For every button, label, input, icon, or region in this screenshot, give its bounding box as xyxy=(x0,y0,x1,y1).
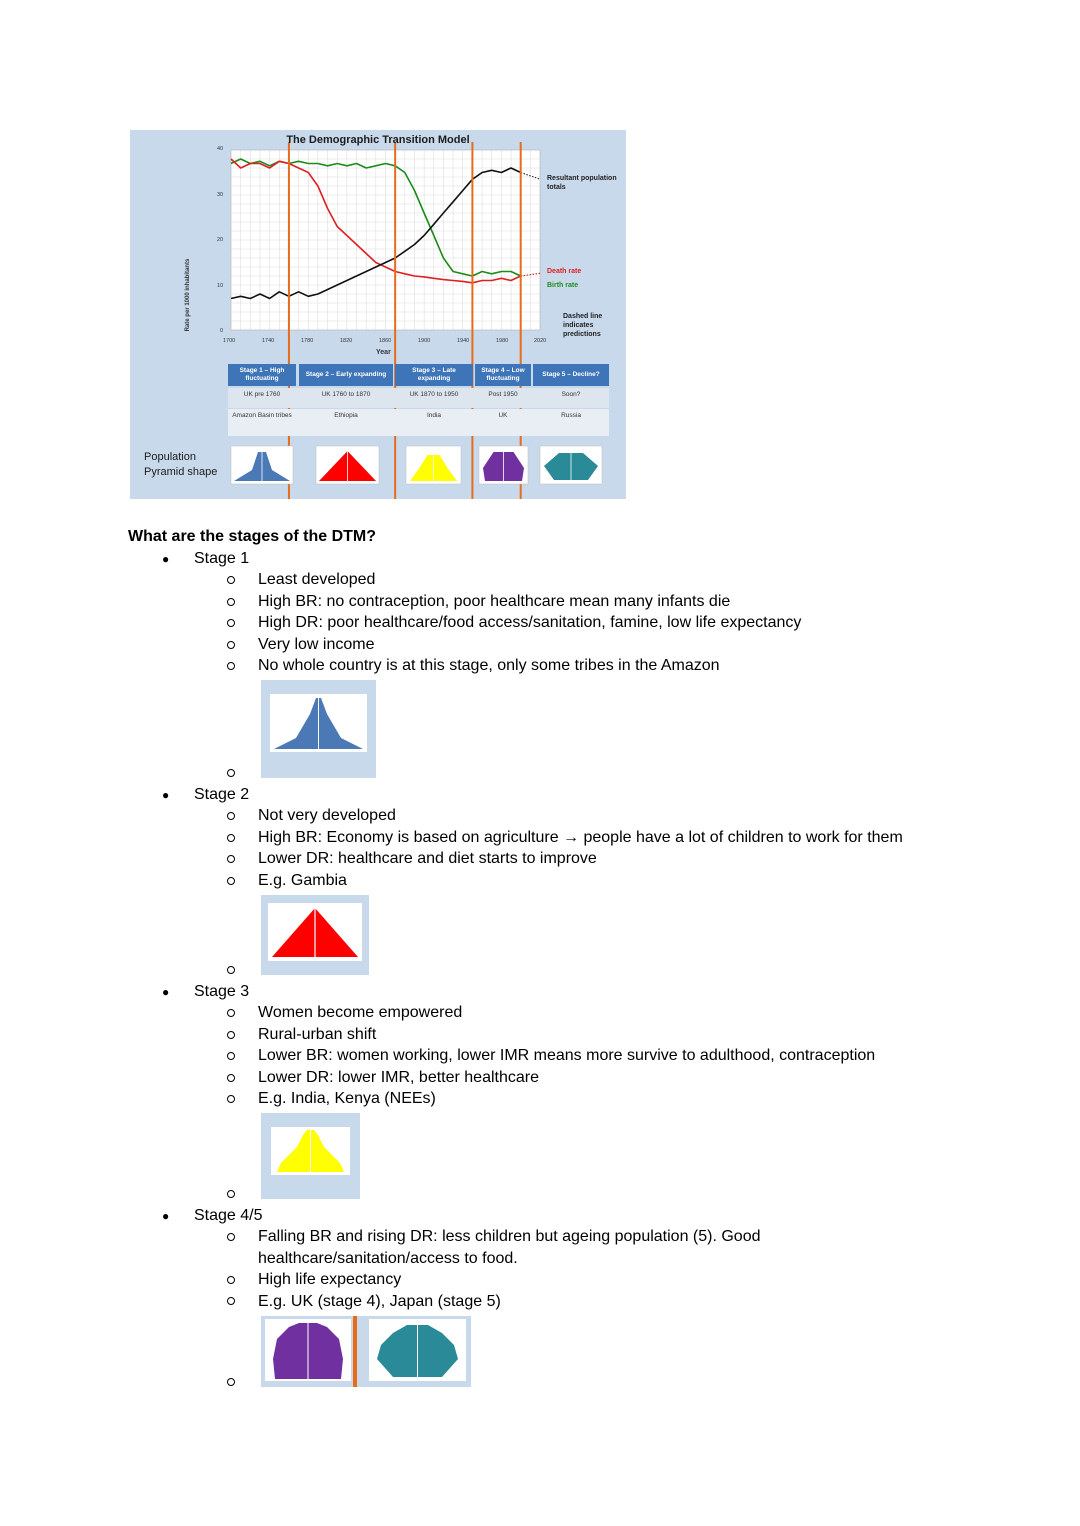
stage3-example: India xyxy=(426,412,442,419)
stage1-point: High DR: poor healthcare/food access/sanitation, famine, low life expectancy xyxy=(258,614,802,631)
stage1-pyramid-image xyxy=(261,680,376,778)
stage3-period: UK 1870 to 1950 xyxy=(409,391,459,398)
stage2-example: Ethiopia xyxy=(334,412,358,419)
stage1-period: UK pre 1760 xyxy=(243,391,281,398)
bullet: ● xyxy=(162,985,170,999)
y-tick: 30 xyxy=(217,192,224,198)
stage5-period: Soon? xyxy=(561,391,581,398)
stage1-title: Stage 1 xyxy=(194,550,250,567)
sub-bullet xyxy=(227,1052,235,1060)
stage45-title: Stage 4/5 xyxy=(194,1207,263,1224)
legend-dashed-note: Dashed line indicates predictions xyxy=(563,313,603,338)
sub-bullet xyxy=(227,769,235,777)
y-tick: 40 xyxy=(217,146,224,152)
bullet: ● xyxy=(162,788,170,802)
sub-bullet xyxy=(227,1297,235,1305)
sub-bullet xyxy=(227,1276,235,1284)
sub-bullet xyxy=(227,576,235,584)
x-tick: 1780 xyxy=(301,338,314,344)
x-tick: 1700 xyxy=(223,338,236,344)
sub-bullet xyxy=(227,1095,235,1103)
sub-bullet xyxy=(227,812,235,820)
stage2-point: Not very developed xyxy=(258,807,396,824)
legend-death-rate: Death rate xyxy=(547,268,582,275)
y-tick: 20 xyxy=(217,237,224,243)
stage1-point: Very low income xyxy=(258,636,375,653)
stage2-period: UK 1760 to 1870 xyxy=(321,391,371,398)
stage1-point: No whole country is at this stage, only some tribes in the Amazon xyxy=(258,657,720,674)
sub-bullet xyxy=(227,1190,235,1198)
y-axis-label: Rate per 1000 inhabitants xyxy=(185,258,191,332)
stage1-point: High BR: no contraception, poor healthcare mean many infants die xyxy=(258,593,731,610)
stage45-point: High life expectancy xyxy=(258,1271,402,1288)
stage1-point: Least developed xyxy=(258,571,376,588)
sub-bullet xyxy=(227,1031,235,1039)
chart-title: The Demographic Transition Model xyxy=(286,134,470,146)
legend-population: Resultant population totals xyxy=(547,175,617,191)
x-tick: 1980 xyxy=(496,338,509,344)
section-question: What are the stages of the DTM? xyxy=(128,528,377,545)
sub-bullet xyxy=(227,641,235,649)
stage3-header: Stage 3 – Late expanding xyxy=(395,364,473,386)
stage45-point-cont: healthcare/sanitation/access to food. xyxy=(258,1250,518,1267)
pyramid-shape-label: Population Pyramid shape xyxy=(144,451,218,478)
stage3-pyramid-graphic xyxy=(271,1127,350,1175)
stage5-example: Russia xyxy=(561,412,581,419)
x-tick: 1740 xyxy=(262,338,275,344)
x-tick: 1940 xyxy=(457,338,470,344)
stage2-point: Lower DR: healthcare and diet starts to improve xyxy=(258,850,597,867)
stage45-pyramid-image xyxy=(261,1316,471,1387)
x-tick: 1900 xyxy=(418,338,431,344)
stage3-pyramid-image xyxy=(261,1113,360,1199)
sub-bullet xyxy=(227,598,235,606)
stage45-point: E.g. UK (stage 4), Japan (stage 5) xyxy=(258,1293,501,1310)
sub-bullet xyxy=(227,1074,235,1082)
sub-bullet xyxy=(227,1009,235,1017)
sub-bullet xyxy=(227,834,235,842)
sub-bullet xyxy=(227,1233,235,1241)
stage4-pyramid-graphic xyxy=(265,1319,351,1381)
stage2-title: Stage 2 xyxy=(194,786,250,803)
bullet: ● xyxy=(162,552,170,566)
stage1-pyramid-graphic xyxy=(270,694,367,752)
stage2-pyramid-image xyxy=(261,895,369,975)
stage-divider xyxy=(353,1316,357,1387)
stage1-header: Stage 1 – High fluctuating xyxy=(228,364,296,386)
stage45-point: Falling BR and rising DR: less children but ageing population (5). Good xyxy=(258,1228,761,1245)
stage2-pyramid-graphic xyxy=(268,903,362,961)
stage5-pyramid-graphic xyxy=(369,1319,466,1381)
sub-bullet xyxy=(227,1378,235,1386)
sub-bullet xyxy=(227,662,235,670)
stage2-point: High BR: Economy is based on agriculture → people have a lot of children to work for them xyxy=(258,829,903,846)
sub-bullet xyxy=(227,966,235,974)
y-tick: 10 xyxy=(217,283,224,289)
stage2-point: E.g. Gambia xyxy=(258,872,347,889)
stage1-example: Amazon Basin tribes xyxy=(232,412,292,419)
stage5-header: Stage 5 – Decline? xyxy=(533,364,609,386)
x-tick: 1820 xyxy=(340,338,353,344)
sub-bullet xyxy=(227,877,235,885)
stage4-period: Post 1950 xyxy=(488,391,518,398)
stage3-point: Women become empowered xyxy=(258,1004,463,1021)
x-axis-label: Year xyxy=(376,349,391,356)
bullet: ● xyxy=(162,1209,170,1223)
stage3-point: E.g. India, Kenya (NEEs) xyxy=(258,1090,436,1107)
legend-birth-rate: Birth rate xyxy=(547,282,579,289)
dtm-figure xyxy=(130,130,626,499)
stage4-header: Stage 4 – Low fluctuating xyxy=(475,364,531,386)
stage3-title: Stage 3 xyxy=(194,983,250,1000)
sub-bullet xyxy=(227,855,235,863)
x-tick: 1860 xyxy=(379,338,392,344)
stage3-point: Lower BR: women working, lower IMR means more survive to adulthood, contraception xyxy=(258,1047,876,1064)
stage3-point: Lower DR: lower IMR, better healthcare xyxy=(258,1069,539,1086)
x-tick: 2020 xyxy=(534,338,547,344)
stage3-point: Rural-urban shift xyxy=(258,1026,377,1043)
sub-bullet xyxy=(227,619,235,627)
stage4-example: UK xyxy=(498,412,508,419)
y-tick: 0 xyxy=(220,328,224,334)
stage2-header: Stage 2 – Early expanding xyxy=(299,364,393,386)
